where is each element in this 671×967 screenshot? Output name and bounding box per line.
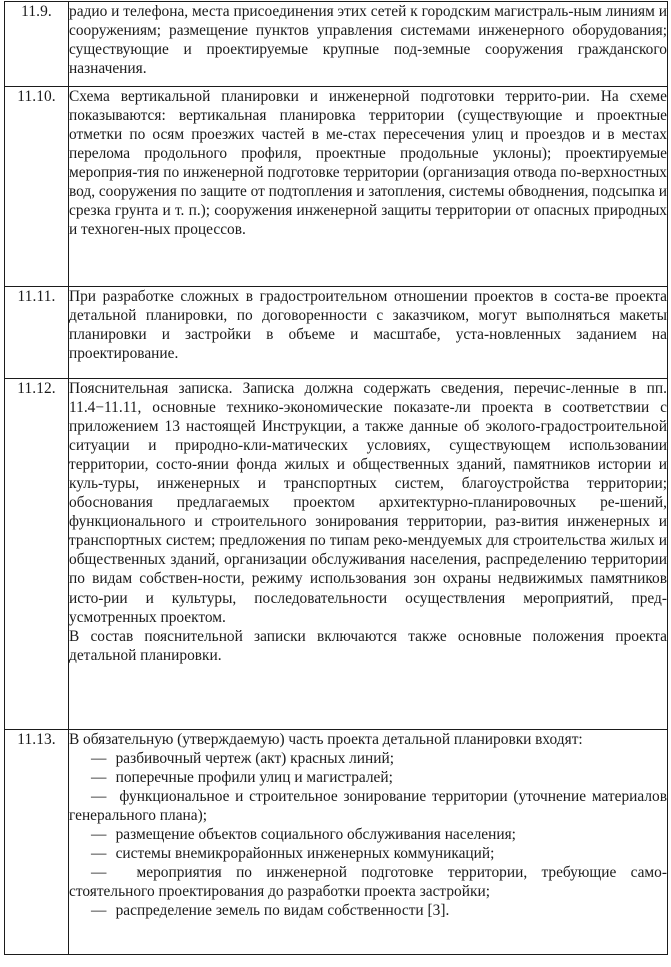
table-row	[5, 379, 668, 730]
clause-table	[4, 1, 668, 955]
dash-bullet: —	[91, 902, 107, 920]
dash-bullet: —	[91, 826, 107, 844]
clause-paragraph: Схема вертикальной планировки и инженерной подготовки террито-рии. На схеме показываются: вертикальная планировка территории (существующие и проектные отметки по осям проезжих частей в ме-стах пересечения улиц и проездов и в местах перелома продольного профиля, проектные продольные уклоны); проектируемые мероприя-тия по инженерной подготовке территории (организация отвода по-верхностных вод, сооружения по защите от подтопления и затопления, системы обводнения, подсыпка и срезка грунта и т. п.); сооружения инженерной защиты территории от опасных природных и техноген-ных процессов.	[69, 88, 667, 239]
dash-bullet: —	[91, 845, 107, 863]
list-item-label: системы внемикрорайонных инженерных коммуникаций;	[115, 845, 495, 863]
list-item	[69, 825, 667, 844]
dash-bullet: —	[91, 864, 107, 882]
clause-paragraph: Пояснительная записка. Записка должна содержать сведения, перечис-ленные в пп. 11.4−11.11, основные технико-экономические показате-ли проекта в соответствии с приложением 13 настоящей Инструкции, а также данные об эколого-градостроительной ситуации и природно-кли-матических условиях, существующем использовании территории, состо-янии фонда жилых и общественных зданий, памятников истории и куль-туры, инженерных и транспортных систем, благоустройства территории; обоснования предлагаемых проектом архитектурно-планировочных ре-шений, функционального и строительного зонирования территории, раз-вития инженерных и транспортных систем; предложения по типам реко-мендуемых для строительства жилых и общественных зданий, организации обслуживания населения, распределению территории по видам собствен-ности, режиму использования зон охраны недвижимых памятников исто-рии и культуры, последовательности осуществления мероприятий, пред-усмотренных проектом.	[69, 380, 667, 626]
table-row	[5, 87, 668, 287]
clause-body-cell	[69, 287, 668, 379]
list-item	[69, 749, 667, 768]
list-item-label: поперечные профили улиц и магистралей;	[115, 769, 393, 787]
clause-body-cell	[69, 2, 668, 87]
list-item-label: распределение земель по видам собственности [3].	[115, 902, 450, 920]
table-row	[5, 2, 668, 87]
list-item-label: функциональное и строительное зонирование территории (уточнение материалов генерального плана);	[69, 788, 667, 825]
clause-number-cell: 11.12.	[5, 379, 69, 730]
list-item	[69, 844, 667, 863]
list-item	[69, 863, 667, 901]
clause-paragraph: радио и телефона, места присоединения этих сетей к городским магистраль-ным линиям и сооружениям; размещение пунктов управления системами инженерного оборудования; существующие и проектируемые крупные под-земные сооружения гражданского назначения.	[69, 3, 667, 78]
clause-number-cell: 11.11.	[5, 287, 69, 379]
clause-number-cell: 11.13.	[5, 730, 69, 955]
clause-body-cell	[69, 87, 668, 287]
dash-bullet: —	[91, 750, 107, 768]
list-item-label: разбивочный чертеж (акт) красных линий;	[115, 750, 395, 768]
dash-bullet: —	[91, 769, 107, 787]
list-item	[69, 901, 667, 920]
clause-paragraph: При разработке сложных в градостроительном отношении проектов в соста-ве проекта детальной планировки, по договоренности с заказчиком, могут выполняться макеты планировки и застройки в объеме и масштабе, уста-новленных заданием на проектирование.	[69, 288, 667, 363]
table-row	[5, 730, 668, 955]
clause-number-cell: 11.9.	[5, 2, 69, 87]
list-item-label: мероприятия по инженерной подготовке территории, требующие само-стоятельного проектирования до разработки проекта застройки;	[69, 864, 667, 901]
list-item	[69, 768, 667, 787]
clause-table-body	[5, 2, 668, 955]
clause-paragraph: В состав пояснительной записки включаются также основные положения проекта детальной планировки.	[69, 627, 667, 664]
dash-bullet: —	[91, 788, 107, 806]
clause-number-cell: 11.10.	[5, 87, 69, 287]
list-item-label: размещение объектов социального обслуживания населения;	[115, 826, 516, 844]
clause-body-cell	[69, 730, 668, 955]
table-row	[5, 287, 668, 379]
clause-body-cell	[69, 379, 668, 730]
list-item	[69, 787, 667, 825]
clause-intro-paragraph: В обязательную (утверждаемую) часть проекта детальной планировки входят:	[69, 731, 583, 748]
